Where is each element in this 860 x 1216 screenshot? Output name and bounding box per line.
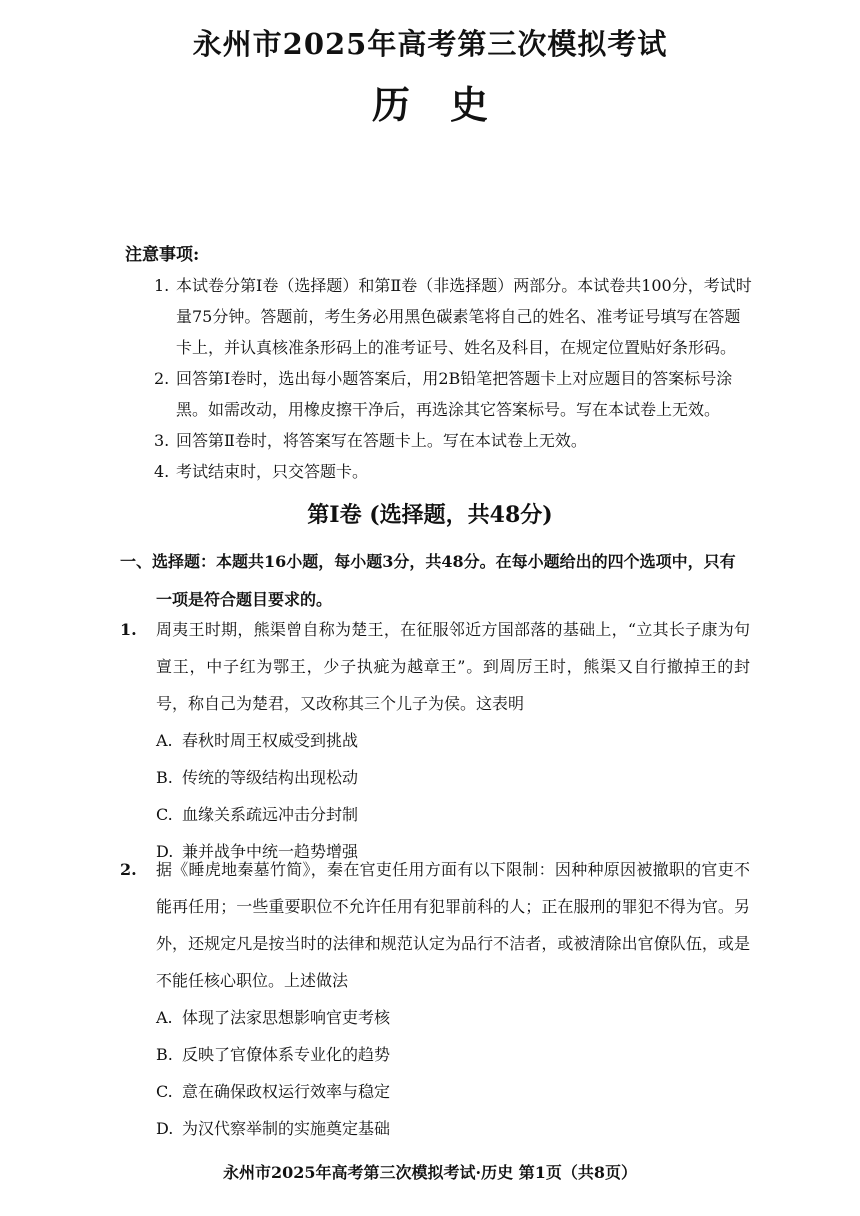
option-label: A. (156, 731, 173, 750)
option-c (120, 1073, 750, 1110)
subject-title: 历史 (371, 82, 528, 127)
note-text: 回答第Ⅰ卷时，选出每小题答案后，用2B铅笔把答题卡上对应题目的答案标号涂黑。如需改动，用橡皮擦干净后，再选涂其它答案标号。写在本试卷上无效。 (176, 369, 733, 419)
note-item (154, 425, 754, 456)
section-title: 第Ⅰ卷 (选择题，共48分) (307, 502, 553, 528)
option-text: 意在确保政权运行效率与稳定 (182, 1082, 391, 1101)
option-text: 体现了法家思想影响官吏考核 (182, 1008, 391, 1027)
option-label: B. (156, 1045, 173, 1064)
note-number: 1. (154, 276, 170, 295)
instructions-line-2: 一项是符合题目要求的。 (156, 590, 333, 609)
note-number: 2. (154, 369, 170, 388)
option-text: 为汉代察举制的实施奠定基础 (182, 1119, 391, 1138)
note-number: 4. (154, 462, 170, 481)
exam-title: 永州市2025年高考第三次模拟考试 (192, 27, 668, 61)
note-text: 考试结束时，只交答题卡。 (176, 462, 369, 481)
option-text: 反映了官僚体系专业化的趋势 (182, 1045, 391, 1064)
question-number: 1. (120, 620, 137, 639)
note-number: 3. (154, 431, 170, 450)
option-b (120, 759, 750, 796)
note-item (154, 456, 754, 487)
notes-heading: 注意事项: (125, 245, 200, 265)
question-1 (120, 611, 750, 870)
option-text: 兼并战争中统一趋势增强 (182, 842, 359, 861)
page-footer: 永州市2025年高考第三次模拟考试·历史 第1页（共8页） (223, 1163, 637, 1182)
option-label: D. (156, 1119, 174, 1138)
option-label: C. (156, 805, 173, 824)
section-instructions (120, 543, 750, 619)
option-text: 血缘关系疏远冲击分封制 (182, 805, 359, 824)
note-text: 回答第Ⅱ卷时，将答案写在答题卡上。写在本试卷上无效。 (176, 431, 587, 450)
note-text: 本试卷分第Ⅰ卷（选择题）和第Ⅱ卷（非选择题）两部分。本试卷共100分，考试时量75分钟。答题前，考生务必用黑色碳素笔将自己的姓名、准考证号填写在答题卡上，并认真核准条形码上的准考证号、姓名及科目，在规定位置贴好条形码。 (176, 276, 752, 357)
note-item (154, 363, 754, 425)
notes-list (154, 270, 754, 487)
option-label: B. (156, 768, 173, 787)
option-label: D. (156, 842, 174, 861)
option-c (120, 796, 750, 833)
question-stem: 周夷王时期，熊渠曾自称为楚王，在征服邻近方国部落的基础上，“立其长子康为句亶王，中子红为鄂王，少子执疵为越章王”。到周厉王时，熊渠又自行撤掉王的封号，称自己为楚君，又改称其三个儿子为侯。这表明 (156, 620, 750, 713)
option-b (120, 1036, 750, 1073)
option-text: 传统的等级结构出现松动 (182, 768, 359, 787)
question-number: 2. (120, 860, 137, 879)
option-label: A. (156, 1008, 173, 1027)
option-text: 春秋时周王权威受到挑战 (182, 731, 359, 750)
option-d (120, 1110, 750, 1147)
question-head (120, 611, 750, 722)
option-a (120, 999, 750, 1036)
option-label: C. (156, 1082, 173, 1101)
question-stem: 据《睡虎地秦墓竹简》，秦在官吏任用方面有以下限制：因种种原因被撤职的官吏不能再任用；一些重要职位不允许任用有犯罪前科的人；正在服刑的罪犯不得为官。另外，还规定凡是按当时的法律和规范认定为品行不洁者，或被清除出官僚队伍，或是不能任核心职位。上述做法 (156, 860, 750, 990)
note-item (154, 270, 754, 363)
question-head (120, 851, 750, 999)
question-2 (120, 851, 750, 1147)
instructions-line-1: 一、选择题：本题共16小题，每小题3分，共48分。在每小题给出的四个选项中，只有 (120, 552, 736, 571)
option-a (120, 722, 750, 759)
